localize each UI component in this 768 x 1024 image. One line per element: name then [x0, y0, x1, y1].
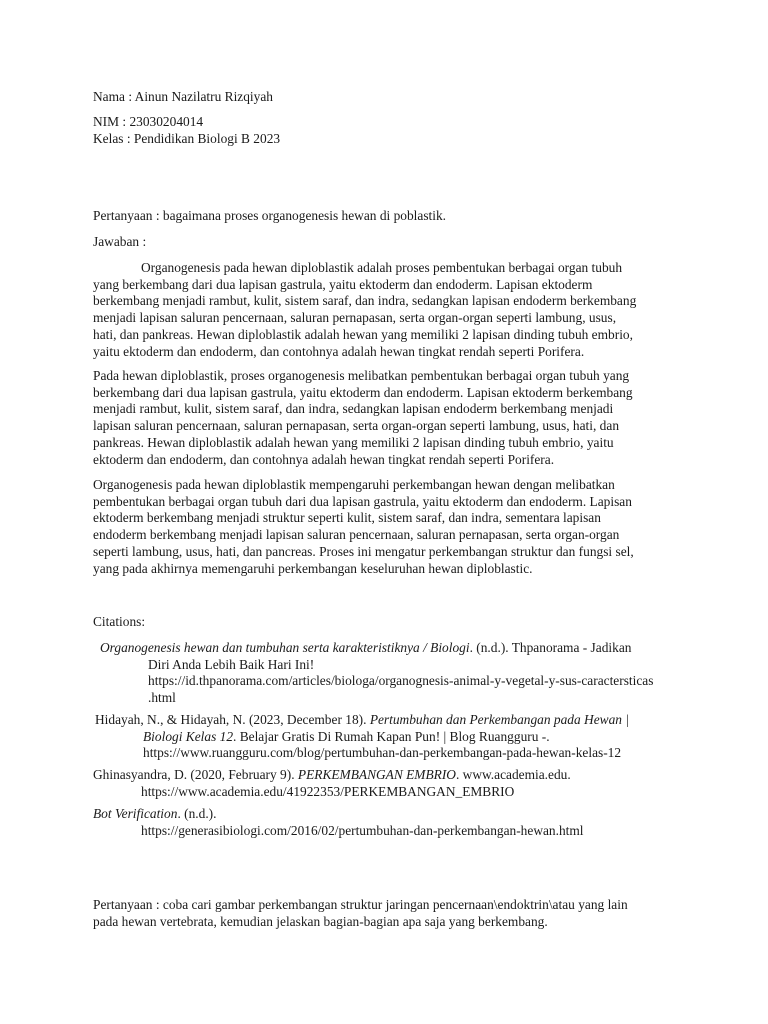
- citation-1: [100, 640, 653, 706]
- citation-authors: Hidayah, N., & Hidayah, N. (2023, December 18).: [95, 712, 370, 727]
- question-line: Pertanyaan : coba cari gambar perkembangan struktur jaringan pencernaan\endoktrin\atau yang lain: [93, 897, 628, 912]
- question-1: Pertanyaan : bagaimana proses organogenesis hewan di poblastik.: [93, 208, 447, 223]
- answer-paragraph-3: [93, 477, 634, 577]
- citation-url[interactable]: https://id.thpanorama.com/articles/biologa/organognesis-animal-y-vegetal-y-sus-caractersticas: [148, 673, 654, 688]
- citation-url[interactable]: https://generasibiologi.com/2016/02/pertumbuhan-dan-perkembangan-hewan.html: [141, 822, 584, 838]
- citations-heading: Citations:: [93, 614, 146, 629]
- citation-title: PERKEMBANGAN EMBRIO: [297, 767, 456, 782]
- citation-url-end[interactable]: .html: [148, 689, 176, 705]
- question-2: [93, 897, 628, 930]
- paragraph-line: menjadi rambut, kulit, sistem saraf, dan indra, sedangkan lapisan endoderm berkembang menjadi: [93, 401, 614, 417]
- citation-title-cont: Biologi Kelas 12: [143, 728, 234, 744]
- paragraph-line: seperti lambung, usus, hati, dan pancreas. Proses ini mengatur perkembangan struktur dan fungsi sel,: [93, 543, 634, 559]
- citation-url[interactable]: https://www.ruangguru.com/blog/pertumbuhan-dan-perkembangan-pada-hewan-kelas-12: [143, 745, 622, 760]
- paragraph-line: berkembang dari dua lapisan gastrula, yaitu ektoderm dan endoderm. Lapisan ektoderm berkembang: [93, 384, 633, 400]
- paragraph-line: yang berkembang dari dua lapisan gastrula, yaitu ektoderm dan endoderm. Lapisan ektoderm: [93, 276, 593, 292]
- student-name: Nama : Ainun Nazilatru Rizqiyah: [93, 89, 273, 104]
- question-line: pada hewan vertebrata, kemudian jelaskan bagian-bagian apa saja yang berkembang.: [93, 913, 548, 929]
- student-class: Kelas : Pendidikan Biologi B 2023: [93, 131, 281, 146]
- paragraph-line: ektoderm dan endoderm, dan contohnya adalah hewan tingkat rendah seperti Porifera.: [93, 451, 555, 467]
- citation-title: Bot Verification: [93, 806, 178, 821]
- citation-title: Organogenesis hewan dan tumbuhan serta karakteristiknya / Biologi: [100, 640, 470, 655]
- citation-title: Pertumbuhan dan Perkembangan pada Hewan |: [369, 712, 629, 727]
- paragraph-line: hati, dan pankreas. Hewan diploblastik adalah hewan yang memiliki 2 lapisan dinding tubuh embrio,: [93, 326, 633, 342]
- citation-2: [95, 712, 629, 762]
- citation-continuation: Diri Anda Lebih Baik Hari Ini!: [148, 656, 315, 672]
- paragraph-line: lapisan saluran pencernaan, saluran pernapasan, serta organ-organ seperti lambung, usus, hati, dan: [93, 418, 620, 434]
- citation-text: . www.academia.edu.: [455, 767, 571, 782]
- student-nim: NIM : 23030204014: [93, 114, 204, 129]
- citation-authors: Ghinasyandra, D. (2020, February 9).: [93, 767, 298, 782]
- answer-paragraph-1: [93, 260, 636, 360]
- paragraph-line: berkembang menjadi rambut, kulit, sistem saraf, dan indra, sedangkan lapisan endoderm berkembang: [93, 293, 637, 309]
- citation-4: [93, 806, 584, 839]
- paragraph-line: endoderm berkembang menjadi lapisan saluran pencernaan, saluran pernapasan, serta organ-organ: [93, 527, 620, 543]
- paragraph-line: Organogenesis pada hewan diploblastik mempengaruhi perkembangan hewan dengan melibatkan: [93, 477, 615, 492]
- citation-text: . Belajar Gratis Di Rumah Kapan Pun! | Blog Ruangguru -.: [233, 728, 550, 744]
- paragraph-line: pembentukan berbagai organ tubuh dari dua lapisan gastrula, yaitu ektoderm dan endoderm. Lapisan: [93, 493, 632, 509]
- answer-paragraph-2: [93, 368, 633, 468]
- paragraph-line: Pada hewan diploblastik, proses organogenesis melibatkan pembentukan berbagai organ tubuh yang: [93, 368, 630, 383]
- citation-text: . (n.d.). Thpanorama - Jadikan: [469, 640, 632, 655]
- citation-3: [93, 767, 571, 800]
- paragraph-line: pankreas. Hewan diploblastik adalah hewan yang memiliki 2 lapisan dinding tubuh embrio, yaitu: [93, 434, 614, 450]
- paragraph-line: ektoderm berkembang menjadi struktur seperti kulit, sistem saraf, dan indra, sementara lapisan: [93, 510, 601, 526]
- answer-label: Jawaban :: [93, 234, 147, 249]
- paragraph-line: menjadi lapisan saluran pencernaan, saluran pernapasan, serta organ-organ seperti lambung, usus,: [93, 310, 617, 326]
- paragraph-line: Organogenesis pada hewan diploblastik adalah proses pembentukan berbagai organ tubuh: [141, 260, 623, 275]
- paragraph-line: yaitu ektoderm dan endoderm, dan contohnya adalah hewan tingkat rendah seperti Porifera.: [93, 343, 585, 359]
- citation-text: . (n.d.).: [177, 806, 217, 821]
- citation-url[interactable]: https://www.academia.edu/41922353/PERKEMBANGAN_EMBRIO: [141, 783, 515, 799]
- paragraph-line: yang pada akhirnya memengaruhi perkembangan keseluruhan hewan diploblastic.: [93, 560, 533, 576]
